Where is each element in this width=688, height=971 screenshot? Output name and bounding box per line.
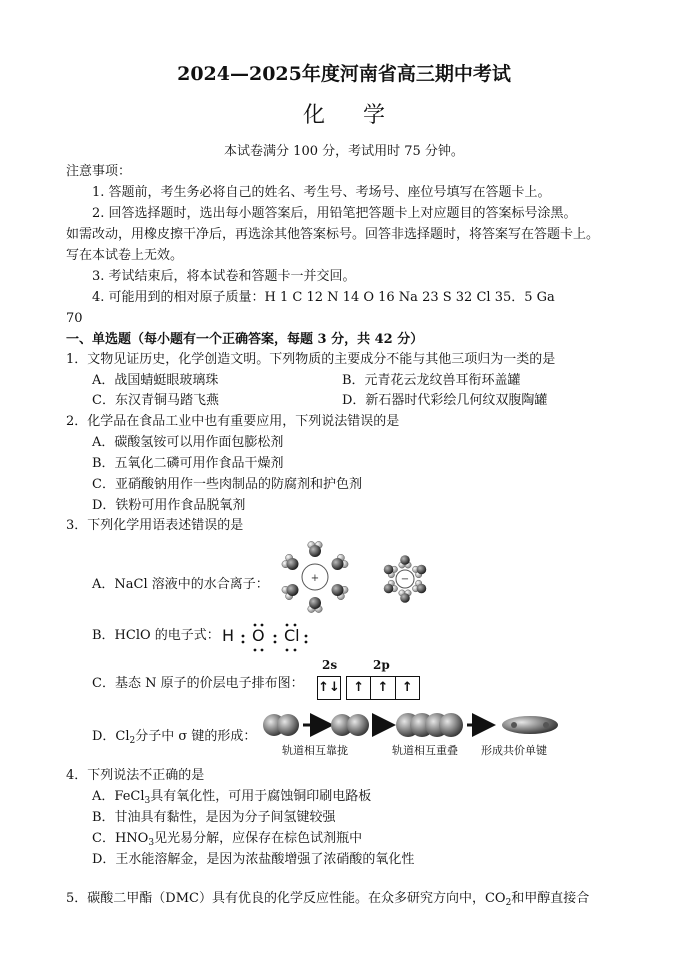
orbital-label-2s: 2s (322, 658, 338, 672)
q5-stem-prefix: 5．碳酸二甲酯（DMC）具有优良的化学反应性能。在众多研究方向中，CO (66, 891, 506, 906)
orbital-box-2s (317, 676, 341, 700)
oxygen-atom (417, 584, 427, 594)
svg-text:+: + (310, 573, 320, 584)
orbital-arrow: ↑ (401, 680, 413, 695)
orbital-cell (371, 677, 395, 699)
note-item-2-line-3: 写在本试卷上无效。 (66, 248, 184, 263)
oxygen-atom (400, 593, 410, 603)
water-molecule (282, 554, 299, 570)
orbital-cell (347, 677, 371, 699)
q4-option-b: B．甘油具有黏性，是因为分子间氢键较强 (92, 810, 336, 825)
q1-option-c: C．东汉青铜马踏飞燕 (92, 393, 219, 408)
q4-stem: 4．下列说法不正确的是 (66, 768, 205, 783)
q3-stem: 3．下列化学用语表述错误的是 (66, 518, 244, 533)
exam-title: 2024—2025年度河南省高三期中考试 (177, 63, 511, 85)
note-item-4-line-2: 70 (66, 311, 83, 326)
exam-info: 本试卷满分 100 分，考试用时 75 分钟。 (224, 144, 464, 159)
orbital-arrow: ↑ (353, 680, 365, 695)
water-molecule (399, 555, 411, 568)
water-molecule (332, 584, 349, 600)
water-molecule (332, 554, 349, 570)
q3-d-suffix: 分子中 σ 键的形成： (135, 729, 257, 744)
note-item-3: 3. 考试结束后，将本试卷和答题卡一并交回。 (92, 269, 356, 284)
q2-option-d: D．铁粉可用作食品脱氧剂 (92, 498, 246, 513)
water-molecule (412, 565, 426, 578)
hclo-electron-formula (222, 622, 312, 652)
n-orbital-diagram (315, 658, 425, 702)
oxygen-atom (286, 558, 298, 570)
q1-option-a: A．战国蜻蜓眼玻璃珠 (92, 373, 219, 388)
q1-option-d: D．新石器时代彩绘几何纹双腹陶罐 (342, 393, 548, 408)
q2-option-a: A．碳酸氢铵可以用作面包膨松剂 (92, 435, 284, 450)
oxygen-atom (384, 565, 394, 575)
q1-option-b: B．元青花云龙纹兽耳衔环盖罐 (342, 373, 521, 388)
q5-stem (66, 889, 589, 913)
orbital-arrow: ↑ (377, 680, 389, 695)
notes-heading: 注意事项： (66, 164, 132, 179)
oxygen-atom (309, 597, 321, 609)
water-molecule (282, 584, 299, 600)
hydrated-chloride-ion-diagram (374, 548, 436, 610)
water-molecule (384, 580, 398, 593)
note-item-1: 1. 答题前，考生务必将自己的姓名、考生号、考场号、座位号填写在答题卡上。 (92, 185, 551, 200)
water-molecule (412, 580, 426, 593)
sigma-step-3-label: 形成共价单键 (481, 744, 547, 757)
oxygen-atom (309, 545, 321, 557)
q4-c-suffix: 见光易分解，应保存在棕色试剂瓶中 (154, 831, 363, 846)
q2-option-b: B．五氧化二磷可用作食品干燥剂 (92, 456, 284, 471)
q2-stem: 2．化学品在食品工业中也有重要应用，下列说法错误的是 (66, 414, 400, 429)
orbital-arrows: ↑↓ (318, 680, 340, 695)
q3-option-b: B．HClO 的电子式： (92, 628, 220, 643)
sigma-step-2-label: 轨道相互重叠 (392, 744, 458, 757)
q3-option-a: A．NaCl 溶液中的水合离子： (92, 577, 269, 592)
sigma-bond-formation-diagram (262, 710, 562, 740)
note-item-2-line-2: 如需改动，用橡皮擦干净后，再选涂其他答案标号。回答非选择题时，将答案写在答题卡上。 (66, 227, 600, 242)
q4-a-suffix: 具有氧化性，可用于腐蚀铜印刷电路板 (150, 789, 372, 804)
oxygen-atom (286, 584, 298, 596)
q5-stem-subscript: 2 (505, 898, 512, 908)
q5-stem-suffix: 和甲醇直接合 (511, 891, 590, 906)
q3-d-prefix: D．Cl (92, 729, 130, 744)
q4-option-d: D．王水能溶解金，是因为浓盐酸增强了浓硝酸的氧化性 (92, 852, 415, 867)
water-molecule (384, 565, 398, 578)
orbital-label-2p: 2p (373, 658, 390, 672)
orbital-box-2p (346, 676, 420, 700)
section-1-heading: 一、单选题（每小题有一个正确答案，每题 3 分，共 42 分） (66, 332, 424, 347)
note-item-2-line-1: 2. 回答选择题时，选出每小题答案后，用铅笔把答题卡上对应题目的答案标号涂黑。 (92, 206, 577, 221)
hydrated-sodium-ion-diagram (272, 540, 358, 620)
oxygen-atom (384, 584, 394, 594)
oxygen-atom (400, 555, 410, 565)
orbital-cell (396, 677, 419, 699)
formula-atom-o: O (252, 626, 265, 645)
formula-atom-h: H (222, 626, 235, 645)
note-item-4-line-1: 4. 可能用到的相对原子质量：H 1 C 12 N 14 O 16 Na 23 S 32 Cl 35．5 Ga (92, 290, 555, 305)
q3-option-d (92, 727, 256, 751)
electron-dots (222, 622, 312, 652)
q1-stem: 1．文物见证历史，化学创造文明。下列物质的主要成分不能与其他三项归为一类的是 (66, 352, 556, 367)
subject-title: 化学 (302, 103, 423, 128)
oxygen-atom (332, 584, 344, 596)
sigma-step-1-label: 轨道相互靠拢 (282, 744, 348, 757)
water-molecule (308, 597, 323, 613)
q4-a-subscript: 3 (144, 796, 151, 806)
water-molecule (399, 590, 411, 603)
q3-option-c: C．基态 N 原子的价层电子排布图： (92, 676, 304, 691)
water-molecule (308, 541, 323, 557)
q4-c-prefix: C．HNO (92, 831, 149, 846)
oxygen-atom (417, 565, 427, 575)
svg-text:−: − (400, 574, 410, 585)
q2-option-c: C．亚硝酸钠用作一些肉制品的防腐剂和护色剂 (92, 477, 362, 492)
q3-d-subscript: 2 (129, 736, 136, 746)
q4-c-subscript: 3 (148, 838, 155, 848)
oxygen-atom (332, 558, 344, 570)
q4-a-prefix: A．FeCl (92, 789, 145, 804)
formula-atom-cl: Cl (284, 626, 300, 645)
